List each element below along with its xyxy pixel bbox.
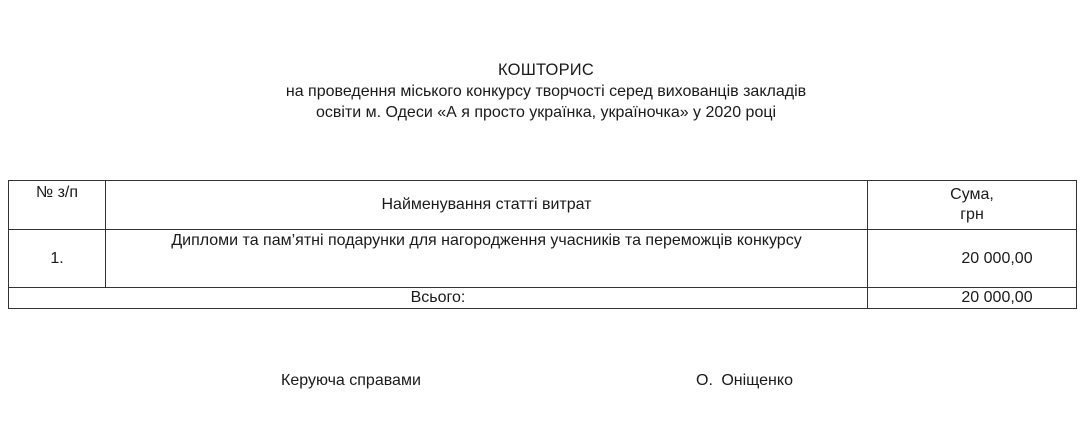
table-header-row xyxy=(9,181,1077,230)
header-sum xyxy=(868,181,1077,230)
estimate-table xyxy=(8,180,1077,309)
table-total-row xyxy=(9,288,1077,309)
row-item-name: Дипломи та пам’ятні подарунки для нагородження учасників та переможців конкурсу xyxy=(106,230,868,288)
row-sum: 20 000,00 xyxy=(868,230,1077,288)
header-sum-line-1: Сума, xyxy=(950,186,994,203)
header-number: № з/п xyxy=(9,181,106,230)
total-label: Всього: xyxy=(9,288,868,309)
row-number: 1. xyxy=(9,230,106,288)
document-subtitle-line-1: на проведення міського конкурсу творчості серед вихованців закладів xyxy=(285,83,807,100)
total-sum: 20 000,00 xyxy=(868,288,1077,309)
signature-position: Керуюча справами xyxy=(281,372,421,389)
document-subtitle-line-2: освіти м. Одеси «А я просто українка, україночка» у 2020 році xyxy=(315,104,777,121)
document-title: КОШТОРИС xyxy=(498,61,594,79)
header-sum-line-2: грн xyxy=(960,206,984,223)
document-heading xyxy=(0,60,1092,123)
header-item-name: Найменування статті витрат xyxy=(106,181,868,230)
table-row xyxy=(9,230,1077,288)
signature-name: О. Оніщенко xyxy=(696,372,793,389)
